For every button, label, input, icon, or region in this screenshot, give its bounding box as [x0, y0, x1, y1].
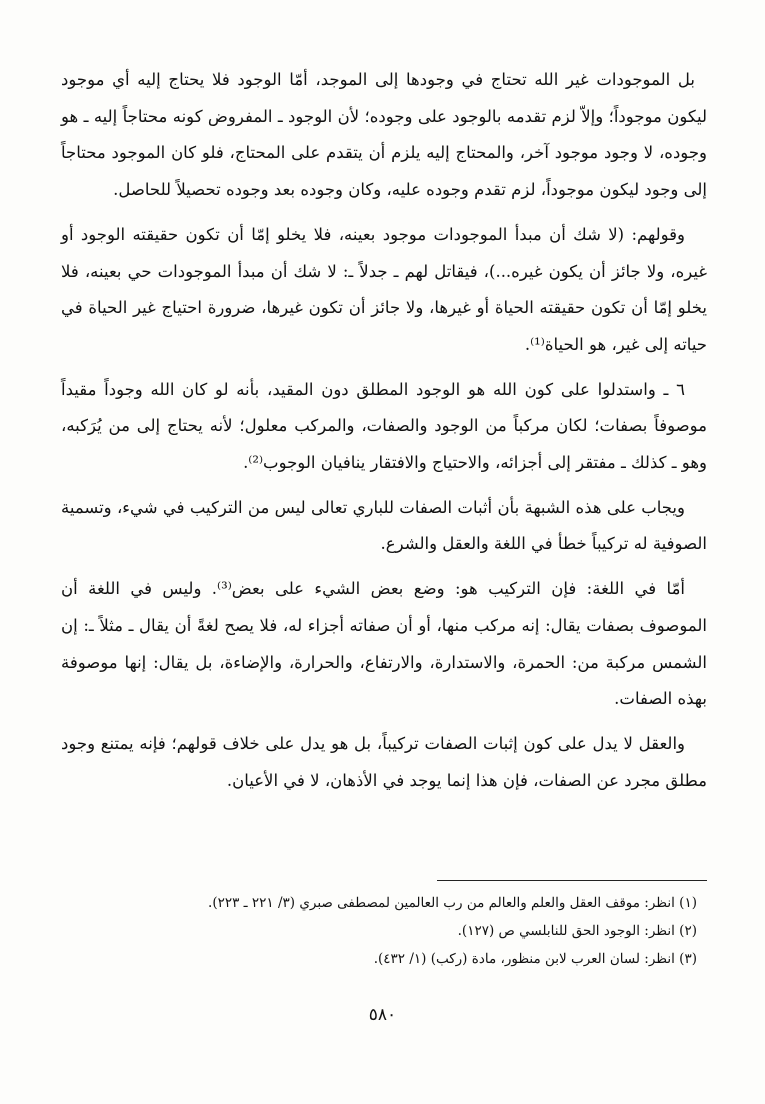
paragraph-5: أمّا في اللغة: فإن التركيب هو: وضع بعض الشيء على بعض⁽³⁾. وليس في اللغة أن الموصوف بصفات يقال: إنه مركب منها، أو أن صفاته أجزاء له، فلا يصح لغةً أن يقال ـ مثلاً ـ: إن الشمس مركبة من: الحمرة، والاستدارة، والارتفاع، والحرارة، والإضاءة، بل يقال: إنها موصوفة بهذه الصفات. — [61, 579, 707, 709]
paragraph-3: ٦ ـ واستدلوا على كون الله هو الوجود المطلق دون المقيد، بأنه لو كان الله وجوداً مقيداً موصوفاً بصفات؛ لكان مركباً من الوجود والصفات، والمركب معلول؛ لأنه يحتاج إلى من يُرَكبه، وهو ـ كذلك ـ مفتقر إلى أجزائه، والاحتياج والافتقار ينافيان الوجوب⁽²⁾. — [61, 379, 707, 473]
footnote-separator — [437, 880, 707, 881]
footnote-2: (٢) انظر: الوجود الحق للنابلسي ص (١٢٧). — [457, 923, 697, 939]
paragraph-2: وقولهم: (لا شك أن مبدأ الموجودات موجود بعينه، فلا يخلو إمّا أن تكون حقيقته الوجود أو غيره، ولا جائز أن يكون غيره...)، فيقاتل لهم ـ جدلاً ـ: لا شك أن مبدأ الموجودات حي بعينه، فلا يخلو إمّا أن تكون حقيقته الحياة أو غيرها، ولا جائز أن تكون غيرها، ضرورة احتياج غير الحياة في حياته إلى غير، هو الحياة⁽¹⁾. — [61, 224, 707, 354]
footnote-3: (٣) انظر: لسان العرب لابن منظور، مادة (ركب) (١/ ٤٣٢). — [373, 951, 697, 967]
footnotes — [61, 889, 697, 973]
paragraph-1: بل الموجودات غير الله تحتاج في وجودها إلى الموجد، أمّا الوجود فلا يحتاج إليه أي موجود ليكون موجوداً؛ وإلاّ لزم تقدمه بالوجود على وجوده؛ لأن الوجود ـ المفروض كونه محتاجاً إليه ـ هو وجوده، لا وجود موجود آخر، والمحتاج إليه يلزم أن يتقدم على المحتاج، فلو كان الموجود محتاجاً إلى وجود ليكون موجوداً، لزم تقدم وجوده عليه، وكان وجوده بعد وجوده تحصيلاً للحاصل. — [61, 70, 707, 200]
paragraph-4: ويجاب على هذه الشبهة بأن أثبات الصفات للباري تعالى ليس من التركيب في شيء، وتسمية الصوفية له تركيباً خطأ في اللغة والعقل والشرع. — [61, 497, 707, 554]
page-number: ٥٨٠ — [368, 1005, 397, 1025]
body-text — [61, 62, 707, 807]
paragraph-6: والعقل لا يدل على كون إثبات الصفات تركيباً، بل هو يدل على خلاف قولهم؛ فإنه يمتنع وجود مطلق مجرد عن الصفات، فإن هذا إنما يوجد في الأذهان، لا في الأعيان. — [61, 733, 707, 790]
footnote-1: (١) انظر: موقف العقل والعلم والعالم من رب العالمين لمصطفى صبري (٣/ ٢٢١ ـ ٢٢٣). — [208, 895, 697, 911]
